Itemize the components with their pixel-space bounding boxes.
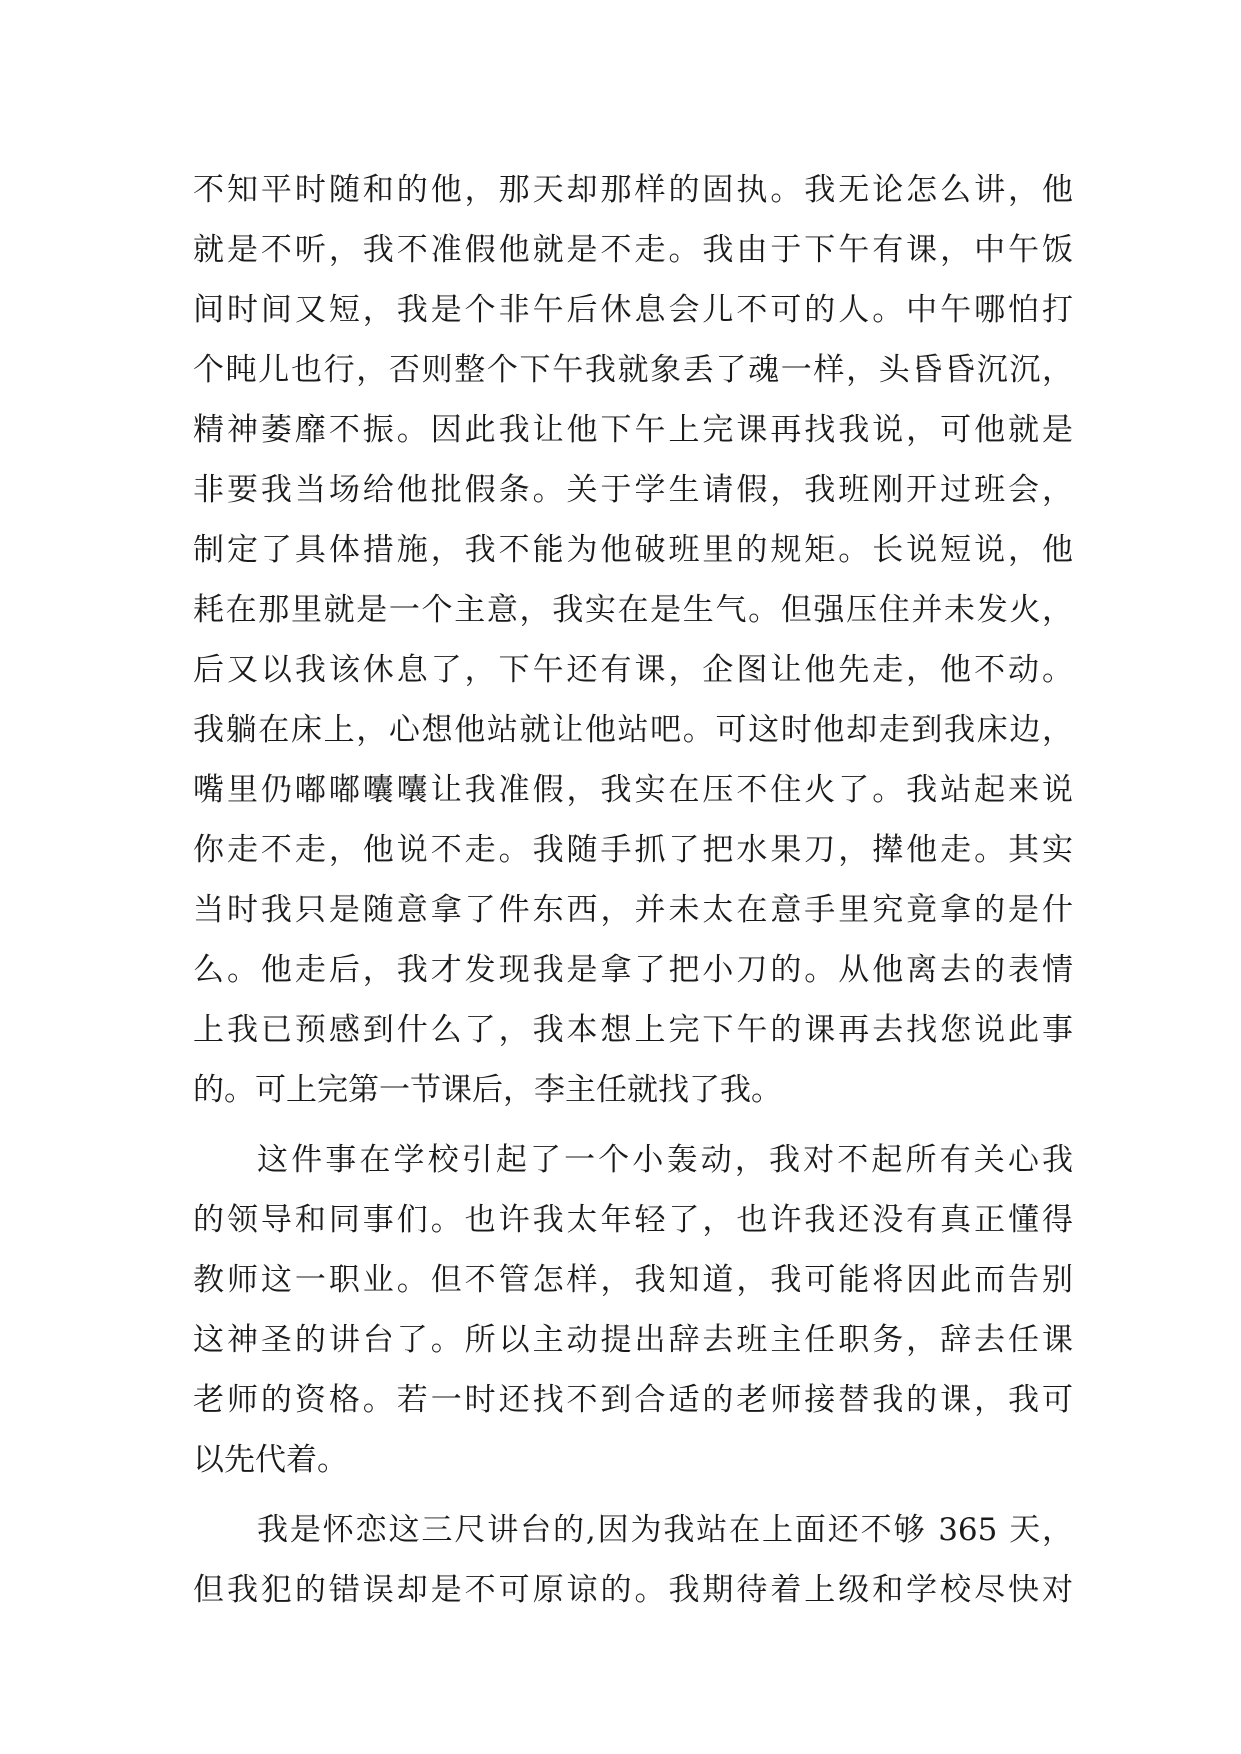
text-line: 制定了具体措施，我不能为他破班里的规矩。长说短说，他 [193,532,1073,568]
text-line: 的领导和同事们。也许我太年轻了，也许我还没有真正懂得 [193,1202,1073,1238]
paragraph-gap [193,1120,1073,1130]
text-line: 个盹儿也行，否则整个下午我就象丢了魂一样，头昏昏沉沉， [193,352,1073,388]
text-line: 的。可上完第一节课后，李主任就找了我。 [193,1072,782,1108]
text-line: 但我犯的错误却是不可原谅的。我期待着上级和学校尽快对 [193,1572,1073,1608]
text-line: 嘴里仍嘟嘟囔囔让我准假，我实在压不住火了。我站起来说 [193,772,1073,808]
text-line: 以先代着。 [193,1442,348,1478]
text-line: 老师的资格。若一时还找不到合适的老师接替我的课，我可 [193,1382,1073,1418]
paragraph-1 [193,160,1073,1120]
text-line: 非要我当场给他批假条。关于学生请假，我班刚开过班会， [193,472,1073,508]
text-line: 不知平时随和的他，那天却那样的固执。我无论怎么讲，他 [193,172,1073,208]
text-line: 就是不听，我不准假他就是不走。我由于下午有课，中午饭 [193,232,1073,268]
paragraph-3 [193,1500,1073,1620]
text-line: 后又以我该休息了，下午还有课，企图让他先走，他不动。 [193,652,1073,688]
text-line: 间时间又短，我是个非午后休息会儿不可的人。中午哪怕打 [193,292,1073,328]
text-line: 你走不走，他说不走。我随手抓了把水果刀，撵他走。其实 [193,832,1073,868]
text-line: 么。他走后，我才发现我是拿了把小刀的。从他离去的表情 [193,952,1073,988]
document-body [193,160,1073,1620]
text-line: 当时我只是随意拿了件东西，并未太在意手里究竟拿的是什 [193,892,1073,928]
text-line: 教师这一职业。但不管怎样，我知道，我可能将因此而告别 [193,1262,1073,1298]
text-line: 精神萎靡不振。因此我让他下午上完课再找我说，可他就是 [193,412,1073,448]
text-line: 这件事在学校引起了一个小轰动，我对不起所有关心我 [257,1142,1073,1178]
text-line: 上我已预感到什么了，我本想上完下午的课再去找您说此事 [193,1012,1073,1048]
paragraph-gap [193,1490,1073,1500]
text-line: 耗在那里就是一个主意，我实在是生气。但强压住并未发火， [193,592,1073,628]
paragraph-2 [193,1130,1073,1490]
text-line: 我是怀恋这三尺讲台的,因为我站在上面还不够 365 天， [257,1512,1073,1548]
text-line: 我躺在床上，心想他站就让他站吧。可这时他却走到我床边， [193,712,1073,748]
text-line: 这神圣的讲台了。所以主动提出辞去班主任职务，辞去任课 [193,1322,1073,1358]
